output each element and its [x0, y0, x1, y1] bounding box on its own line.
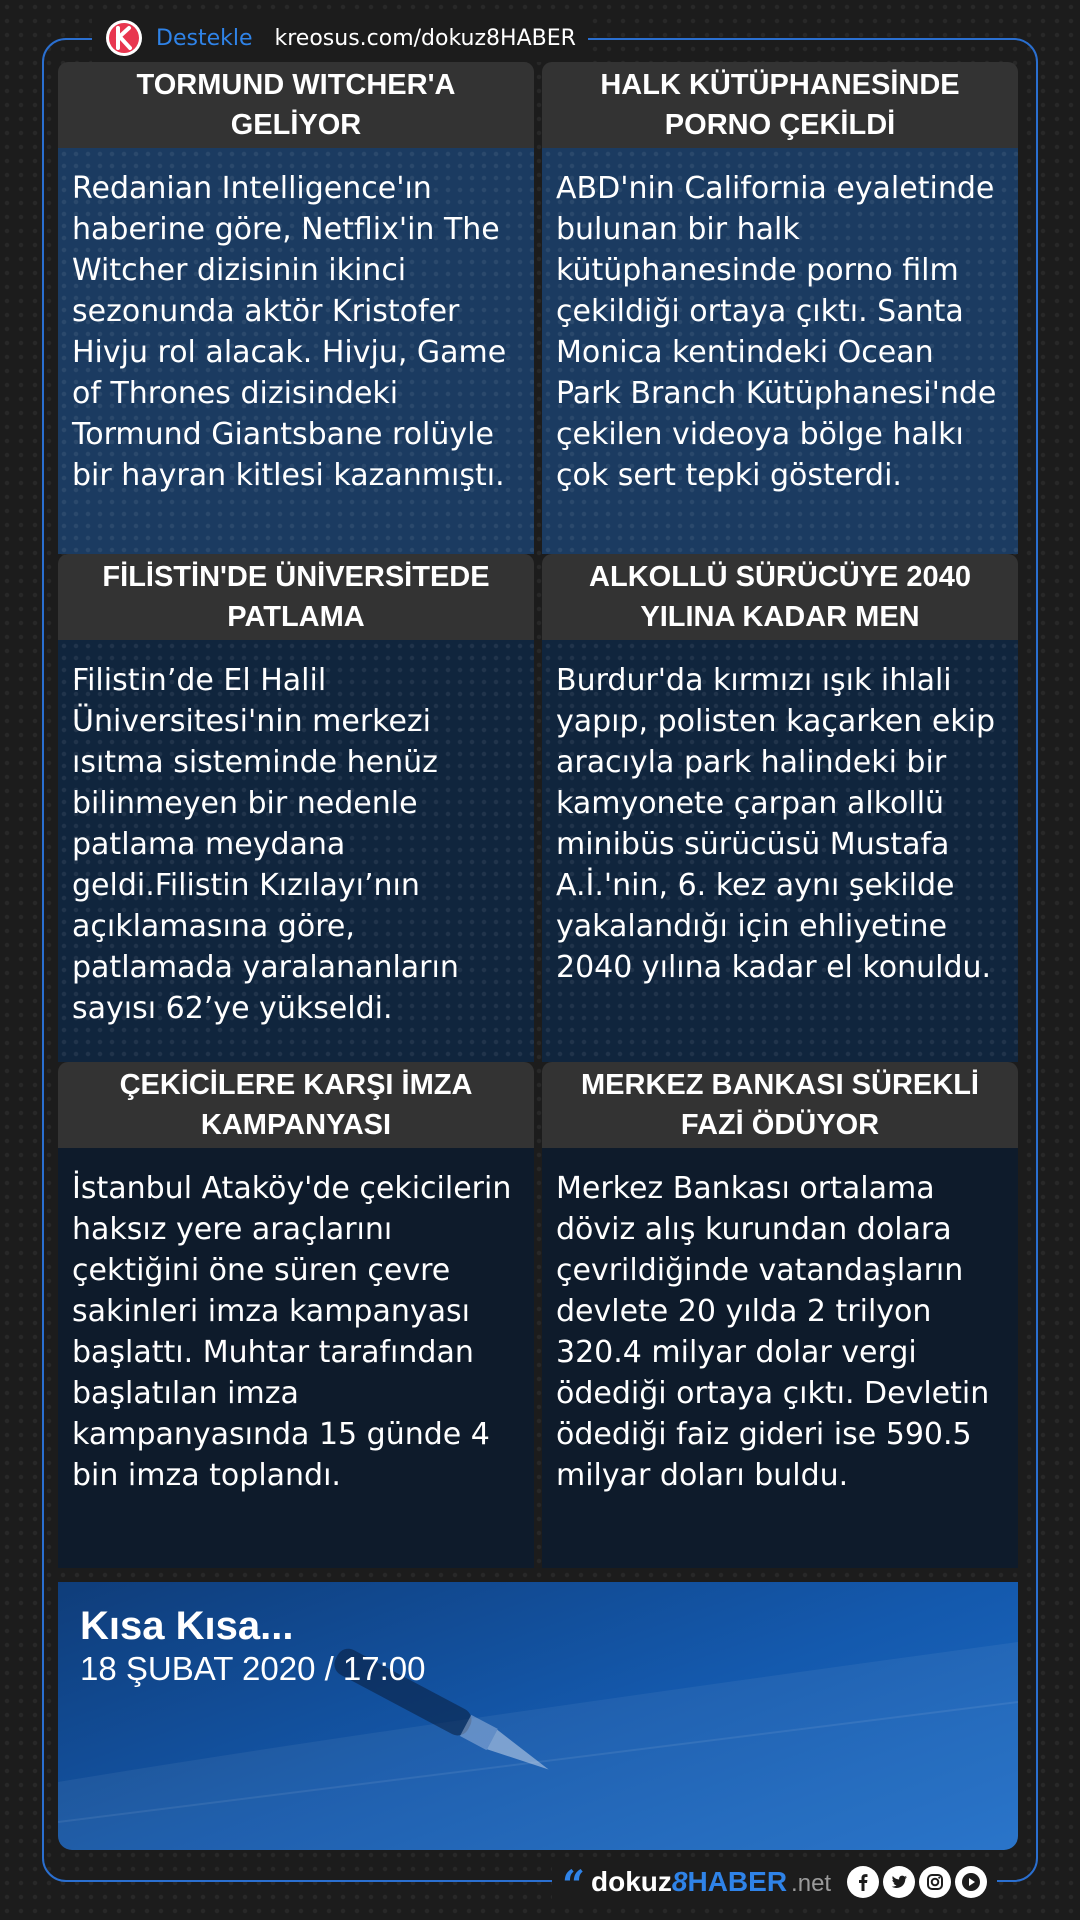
news-grid [58, 62, 1018, 1568]
news-card [58, 62, 534, 554]
news-body: Filistin’de El Halil Üniversitesi'nin merkezi ısıtma sisteminde henüz bilinmeyen bir nedenle patlama meydana geldi.Filistin Kızılayı’nın açıklamasına göre, patlamada yaralananların sayısı 62’ye yükseldi. [58, 640, 534, 1062]
instagram-icon[interactable] [919, 1866, 951, 1898]
news-title: ALKOLLÜ SÜRÜCÜYE 2040 YILINA KADAR MEN [542, 554, 1018, 640]
news-card [58, 1062, 534, 1568]
news-title: TORMUND WITCHER'A GELİYOR [58, 62, 534, 148]
brand-logo[interactable] [591, 1866, 831, 1898]
brand-caps: HABER [687, 1866, 788, 1897]
news-card [542, 62, 1018, 554]
support-url[interactable]: kreosus.com/dokuz8HABER [274, 25, 576, 51]
news-title: FİLİSTİN'DE ÜNİVERSİTEDE PATLAMA [58, 554, 534, 640]
support-label[interactable]: Destekle [156, 25, 253, 51]
brand-prefix: dokuz [591, 1866, 672, 1897]
news-body: Merkez Bankası ortalama döviz alış kurundan dolara çevrildiğinde vatandaşların devlete 20 yılda 2 trilyon 320.4 milyar dolar vergi ödediği ortaya çıktı. Devletin ödediği faiz gideri ise 590.5 milyar doları buldu. [542, 1148, 1018, 1568]
banner-title: Kısa Kısa... [80, 1604, 294, 1648]
news-card [58, 554, 534, 1062]
news-title: ÇEKİCİLERE KARŞI İMZA KAMPANYASI [58, 1062, 534, 1148]
news-body: Redanian Intelligence'ın haberine göre, Netflix'in The Witcher dizisinin ikinci sezonunda aktör Kristofer Hivju rol alacak. Hivju, Game of Thrones dizisindeki Tormund Giantsbane rolüyle bir hayran kitlesi kazanmıştı. [58, 148, 534, 554]
banner-date: 18 ŞUBAT 2020 / 17:00 [80, 1650, 426, 1687]
news-body: Burdur'da kırmızı ışık ihlali yapıp, polisten kaçarken ekip aracıyla park halindeki bir kamyonete çarpan alkollü minibüs sürücüsü Mustafa A.İ.'nin, 6. kez aynı şekilde yakalandığı için ehliyetine 2040 yılına kadar el konuldu. [542, 640, 1018, 1062]
youtube-icon[interactable] [955, 1866, 987, 1898]
brand-tld: .net [791, 1870, 832, 1897]
news-title: MERKEZ BANKASI SÜREKLİ FAZİ ÖDÜYOR [542, 1062, 1018, 1148]
support-bar [92, 14, 588, 62]
news-title: HALK KÜTÜPHANESİNDE PORNO ÇEKİLDİ [542, 62, 1018, 148]
brand-number: 8 [671, 1866, 688, 1897]
social-links [847, 1866, 987, 1898]
facebook-icon[interactable] [847, 1866, 879, 1898]
news-body: ABD'nin California eyaletinde bulunan bir halk kütüphanesinde porno film çekildiği ortaya çıktı. Santa Monica kentindeki Ocean Park Branch Kütüphanesi'nde çekilen videoya bölge halkı çok sert tepki gösterdi. [542, 148, 1018, 554]
news-body: İstanbul Ataköy'de çekicilerin haksız yere araçlarını çektiğini öne süren çevre sakinleri imza kampanyası başlattı. Muhtar tarafından başlatılan imza kampanyasında 15 günde 4 bin imza toplandı. [58, 1148, 534, 1568]
banner [58, 1582, 1018, 1850]
news-card [542, 1062, 1018, 1568]
kreosus-logo-icon [104, 18, 144, 58]
news-card [542, 554, 1018, 1062]
twitter-icon[interactable] [883, 1866, 915, 1898]
quote-mark-icon: “ [562, 1862, 586, 1909]
footer [552, 1857, 997, 1907]
